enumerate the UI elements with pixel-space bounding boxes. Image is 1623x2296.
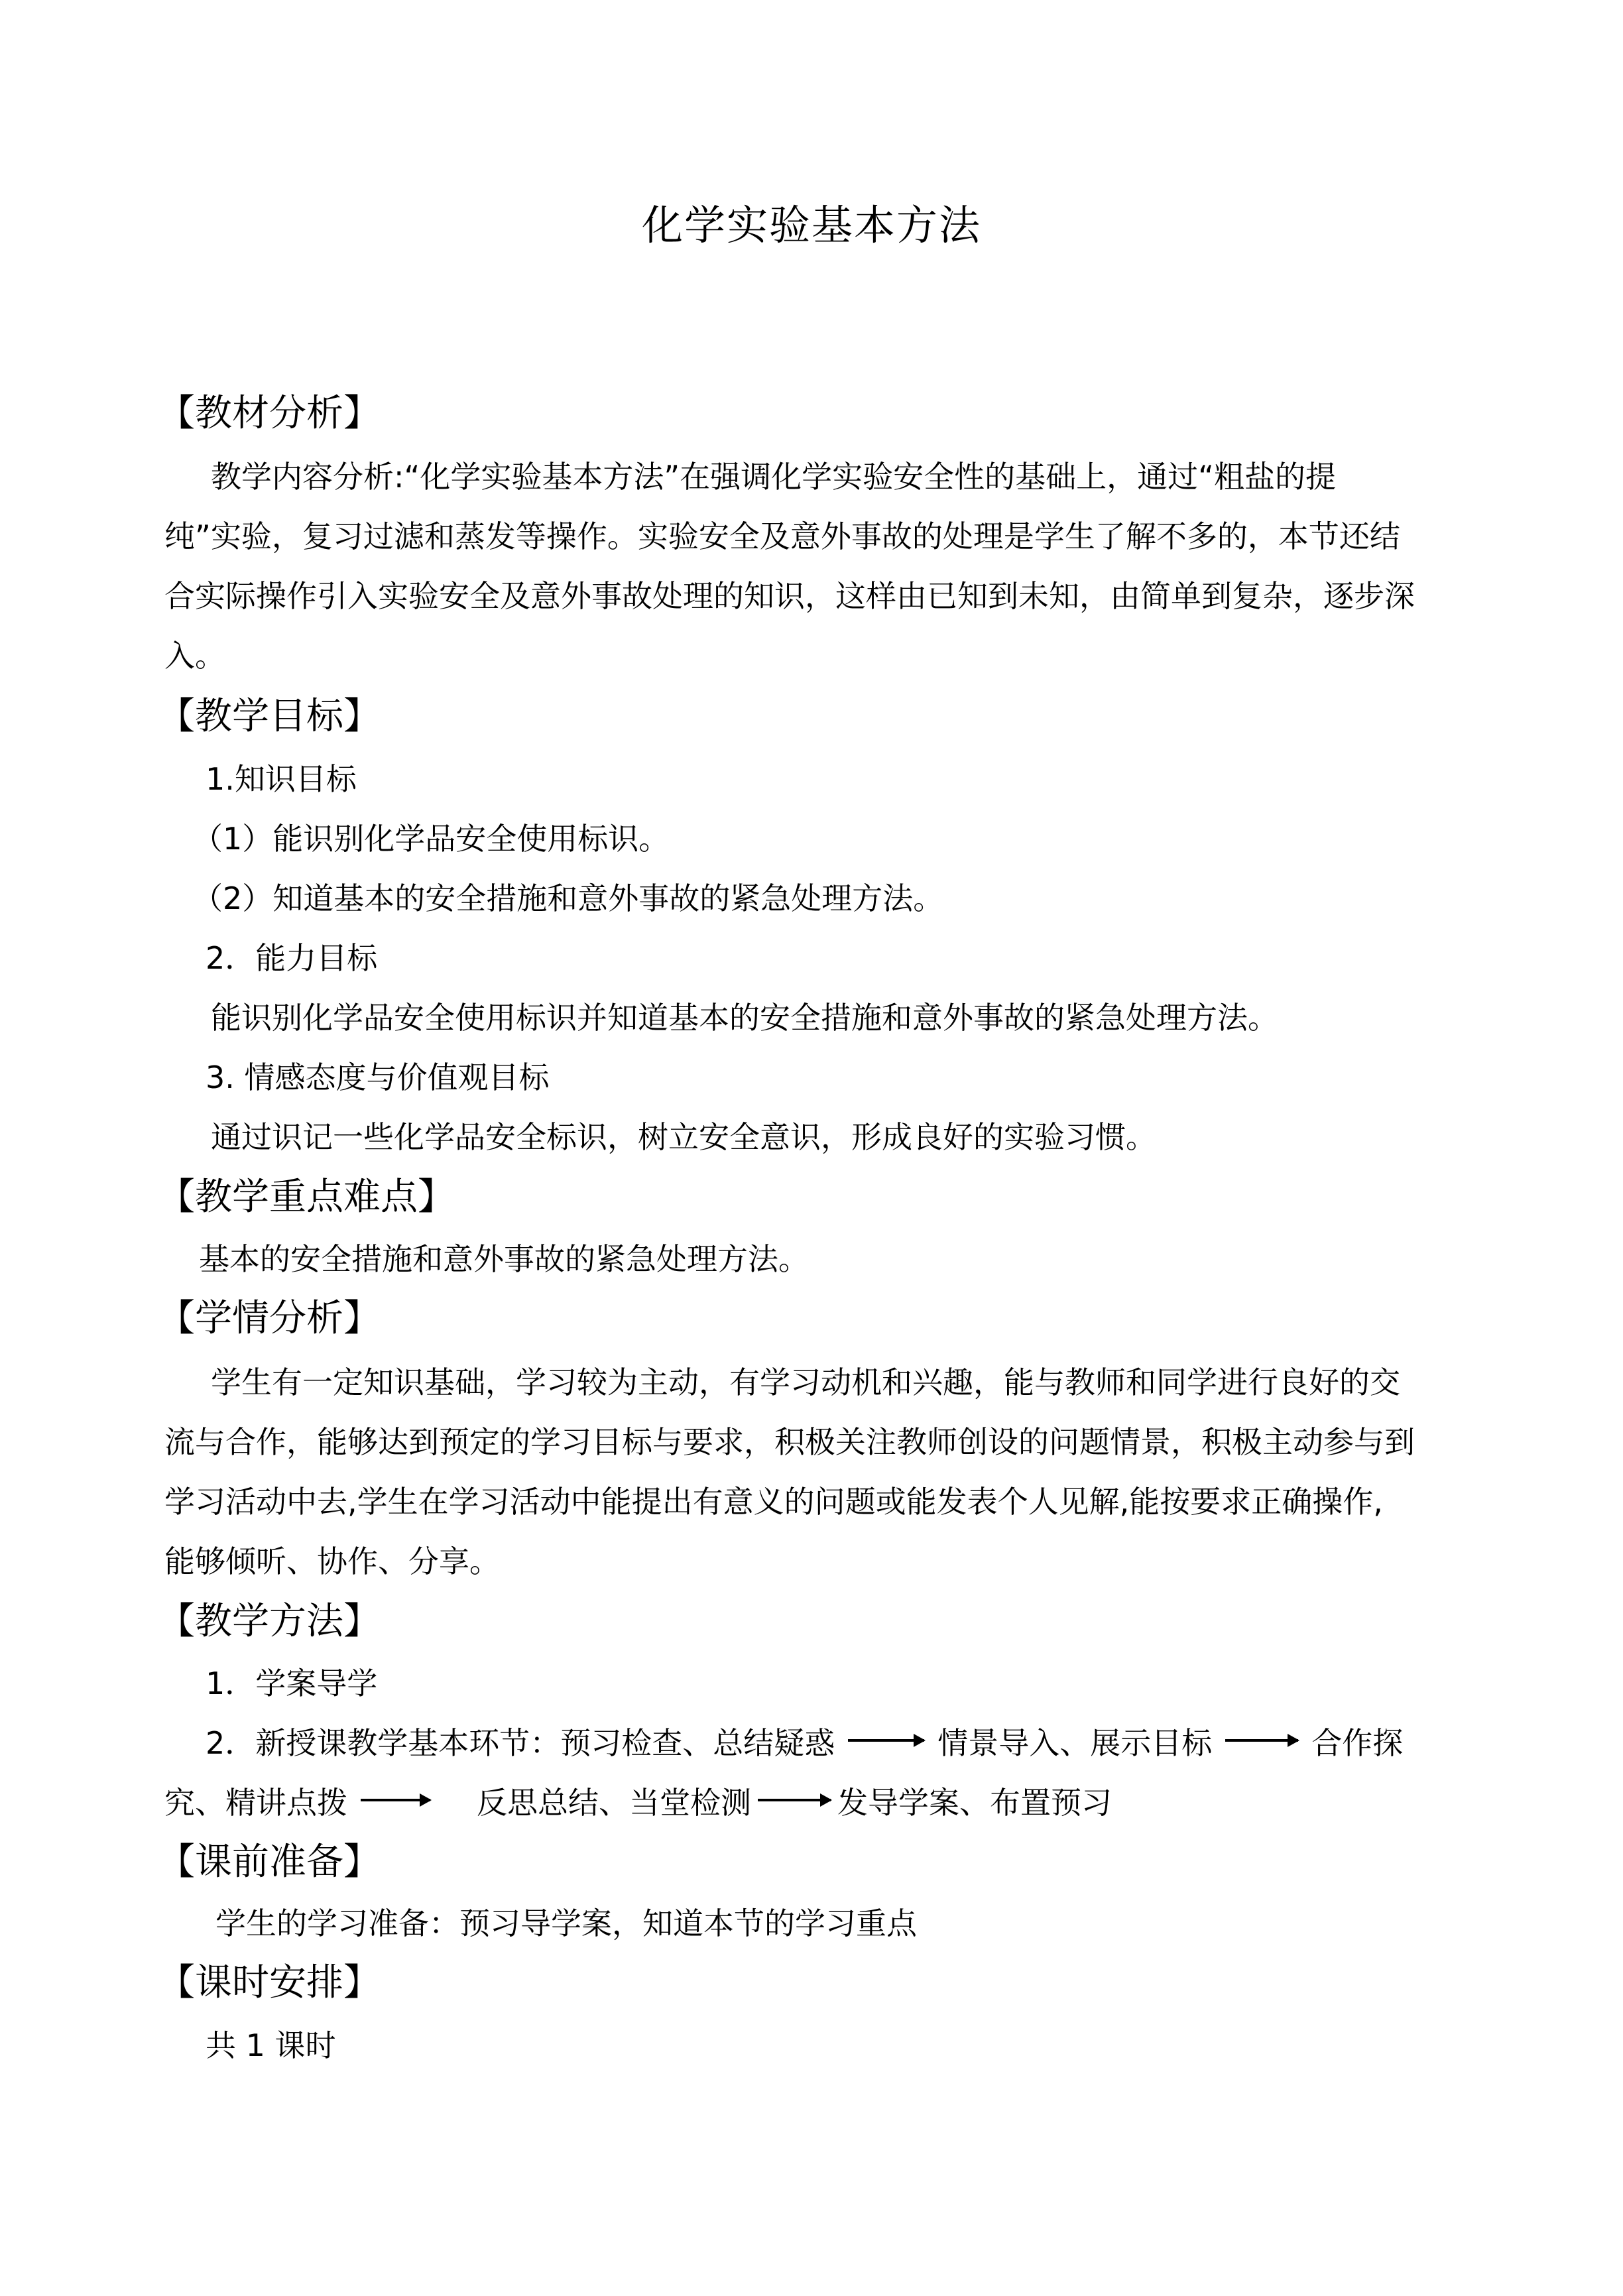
- emotion-goal-text: 通过识记一些化学品安全标识，树立安全意识，形成良好的实验习惯。: [211, 1119, 1156, 1155]
- section-heading-goals: 【教学目标】: [158, 695, 381, 738]
- knowledge-goal-item-1: （1）能识别化学品安全使用标识。: [192, 821, 670, 857]
- material-para-line-2: 纯”实验，复习过滤和蒸发等操作。实验安全及意外事故的处理是学生了解不多的，本节还结: [164, 518, 1400, 554]
- method-step-3b: 究、精讲点拨: [164, 1785, 347, 1821]
- section-heading-material: 【教材分析】: [158, 392, 381, 435]
- method-item-2-prefix: 2．新授课教学基本环节：预习检查、总结疑惑: [206, 1725, 835, 1761]
- section-heading-prep: 【课前准备】: [158, 1841, 381, 1884]
- method-step-4: 反思总结、当堂检测: [477, 1785, 751, 1821]
- section-heading-learners: 【学情分析】: [158, 1297, 381, 1340]
- section-heading-schedule: 【课时安排】: [158, 1961, 381, 2004]
- keypoints-text: 基本的安全措施和意外事故的紧急处理方法。: [199, 1241, 809, 1277]
- material-para-line-1: 教学内容分析:“化学实验基本方法”在强调化学实验安全性的基础上，通过“粗盐的提: [211, 459, 1336, 495]
- method-step-2: 情景导入、展示目标: [937, 1725, 1213, 1761]
- section-heading-methods: 【教学方法】: [158, 1600, 381, 1643]
- schedule-text: 共 1 课时: [206, 2027, 336, 2063]
- ability-goal-title: 2．能力目标: [206, 940, 378, 976]
- material-para-line-4: 入。: [164, 638, 225, 674]
- emotion-goal-title: 3. 情感态度与价值观目标: [206, 1059, 550, 1095]
- knowledge-goal-title: 1.知识目标: [206, 761, 357, 797]
- learners-para-line-1: 学生有一定知识基础，学习较为主动，有学习动机和兴趣，能与教师和同学进行良好的交: [211, 1364, 1400, 1400]
- learners-para-line-3: 学习活动中去,学生在学习活动中能提出有意义的问题或能发表个人见解,能按要求正确操作,: [164, 1484, 1383, 1520]
- section-heading-keypoints: 【教学重点难点】: [158, 1176, 455, 1219]
- learners-para-line-4: 能够倾听、协作、分享。: [164, 1543, 500, 1579]
- arrow-icon: [1225, 1739, 1298, 1742]
- knowledge-goal-item-2: （2）知道基本的安全措施和意外事故的紧急处理方法。: [192, 880, 944, 916]
- page-title: 化学实验基本方法: [641, 201, 981, 249]
- method-step-3a: 合作探: [1311, 1725, 1404, 1761]
- method-item-1: 1．学案导学: [206, 1665, 378, 1701]
- method-item-2-line-1: [206, 1722, 1403, 1764]
- material-para-line-3: 合实际操作引入实验安全及意外事故处理的知识，这样由已知到未知，由简单到复杂，逐步深: [164, 578, 1415, 614]
- learners-para-line-2: 流与合作，能够达到预定的学习目标与要求，积极关注教师创设的问题情景，积极主动参与到: [164, 1424, 1415, 1460]
- arrow-icon: [361, 1799, 430, 1801]
- arrow-icon: [848, 1739, 924, 1742]
- method-step-5: 发导学案、布置预习: [837, 1785, 1112, 1821]
- ability-goal-text: 能识别化学品安全使用标识并知道基本的安全措施和意外事故的紧急处理方法。: [211, 1000, 1278, 1036]
- method-item-2-line-2: [164, 1782, 1112, 1823]
- arrow-icon: [758, 1799, 831, 1801]
- prep-text: 学生的学习准备：预习导学案，知道本节的学习重点: [215, 1905, 917, 1941]
